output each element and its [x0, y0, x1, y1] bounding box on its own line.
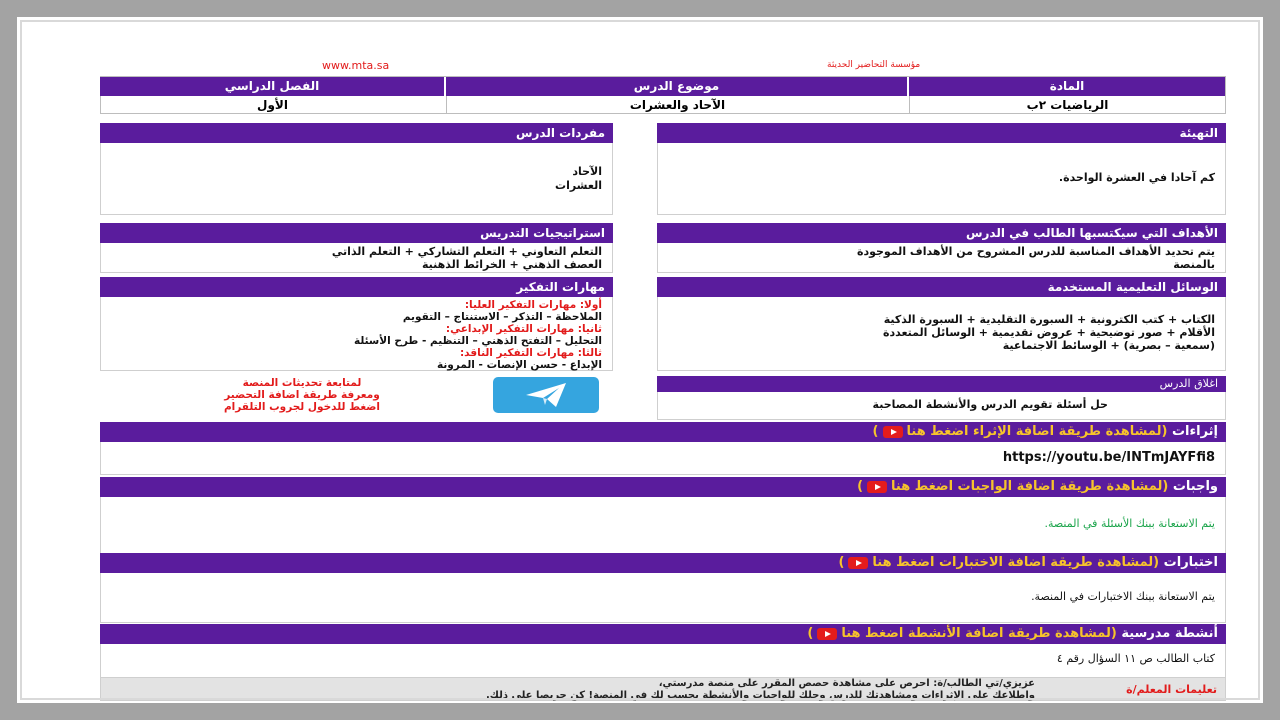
tools-line: الأقلام + صور توضيحية + عروض تقديمية + الوسائل المتعددة — [882, 326, 1215, 339]
thinking-heading: ثالثا: مهارات التفكير الناقد: — [459, 347, 602, 359]
closing-box — [657, 376, 1226, 420]
hint-end: ) — [838, 555, 845, 570]
strategies-line: التعلم التعاوني + التعلم التشاركي + التعلم الذاتي — [331, 245, 602, 258]
tests-title: اختبارات — [1163, 555, 1218, 570]
thinking-box — [100, 277, 613, 371]
tools-line: (سمعية – بصرية) + الوسائط الاجتماعية — [1002, 339, 1215, 352]
hint-end: ) — [872, 424, 879, 439]
subject-value: الرياضيات ٢ب — [909, 96, 1225, 114]
org-name: مؤسسة التحاضير الحديثة — [827, 60, 921, 70]
tools-box — [657, 277, 1226, 371]
term-value: الأول — [257, 98, 288, 112]
thinking-title: مهارات التفكير — [100, 277, 613, 297]
tests-hint-link[interactable] — [838, 555, 1159, 570]
homework-hint-link[interactable] — [857, 479, 1168, 494]
youtube-icon — [867, 481, 887, 493]
enrichment-header — [100, 422, 1226, 442]
teacher-notes — [100, 677, 1226, 701]
homework-header — [100, 477, 1226, 497]
subject-label: المادة — [909, 77, 1225, 96]
promo-line: ومعرفة طريقة اضافة التحضير — [224, 389, 380, 401]
strategies-line: العصف الذهني + الخرائط الذهنية — [422, 258, 602, 271]
homework-text: يتم الاستعانة ببنك الأسئلة في المنصة. — [100, 497, 1226, 555]
strategies-body — [100, 243, 613, 273]
telegram-button[interactable] — [493, 377, 599, 413]
teacher-notes-label: تعليمات المعلم/ة — [1126, 683, 1217, 696]
activities-title: أنشطة مدرسية — [1121, 626, 1218, 641]
thinking-body — [100, 297, 613, 371]
hint-text: (لمشاهدة طريقة اضافة الواجبات اضغط هنا — [891, 479, 1169, 494]
goals-line: بالمنصة — [1173, 258, 1215, 271]
term-label: الفصل الدراسي — [100, 77, 444, 96]
homework-title: واجبات — [1172, 479, 1218, 494]
activities-header — [100, 624, 1226, 644]
info-table — [100, 76, 1226, 114]
enrichment-section — [100, 422, 1226, 475]
strategies-title: استراتيجيات التدريس — [100, 223, 613, 243]
warmup-title: التهيئة — [657, 123, 1226, 143]
tools-line: الكتاب + كتب الكترونية + السبورة التقليدية + السبورة الذكية — [883, 313, 1215, 326]
enrichment-hint-link[interactable] — [873, 424, 1168, 439]
enrichment-link[interactable]: https://youtu.be/INTmJAYFfi8 — [100, 442, 1226, 475]
hint-text: (لمشاهدة طريقة اضافة الأنشطة اضغط هنا — [841, 626, 1117, 641]
activities-hint-link[interactable] — [807, 626, 1116, 641]
vocab-line: الآحاد — [572, 165, 602, 178]
telegram-icon — [493, 377, 599, 413]
youtube-icon — [817, 628, 837, 640]
thinking-line: الملاحظة – التذكر – الاستنتاج – التقويم — [402, 311, 602, 323]
thinking-line: التحليل – التفتح الذهني – التنظيم - طرح الأسئلة — [353, 335, 602, 347]
promo-line: لمتابعة تحديثات المنصة — [242, 377, 362, 389]
hint-end: ) — [807, 626, 814, 641]
activities-text: كتاب الطالب ص ١١ السؤال رقم ٤ — [100, 644, 1226, 678]
vocab-box — [100, 123, 613, 215]
hint-text: (لمشاهدة طريقة اضافة الاختبارات اضغط هنا — [872, 555, 1160, 570]
goals-line: يتم تحديد الأهداف المناسبة للدرس المشروح من الأهداف الموجودة — [856, 245, 1215, 258]
tools-title: الوسائل التعليمية المستخدمة — [657, 277, 1226, 297]
youtube-icon — [848, 557, 868, 569]
youtube-icon — [883, 426, 903, 438]
tests-header — [100, 553, 1226, 573]
homework-section — [100, 477, 1226, 555]
thinking-line: الإبداع - حسن الإنصات - المرونة — [436, 359, 602, 371]
goals-body — [657, 243, 1226, 273]
enrichment-title: إثراءات — [1171, 424, 1218, 439]
tools-body — [657, 297, 1226, 371]
thinking-heading: أولا: مهارات التفكير العليا: — [464, 299, 602, 311]
topic-value: الآحاد والعشرات — [446, 96, 908, 114]
lesson-sheet — [57, 37, 1267, 701]
closing-title: اغلاق الدرس — [657, 376, 1226, 392]
teacher-notes-text — [486, 678, 1035, 702]
vocab-body — [100, 143, 613, 215]
topic-label: موضوع الدرس — [446, 77, 907, 96]
telegram-promo-text[interactable] — [177, 377, 427, 413]
warmup-text: كم آحادا في العشرة الواحدة. — [657, 143, 1226, 215]
site-url[interactable]: www.mta.sa — [322, 59, 390, 72]
teacher-notes-line: واطلاعك على الإثراءات ومشاهدتك للدرس وحلك للواجبات والأنشطة يحسب لك في المنصة! كن حريصا على ذلك. — [485, 690, 1035, 701]
tests-text: يتم الاستعانة ببنك الاختبارات في المنصة. — [100, 573, 1226, 623]
vocab-line: العشرات — [555, 179, 602, 192]
goals-box — [657, 223, 1226, 273]
goals-title: الأهداف التي سيكتسبها الطالب في الدرس — [657, 223, 1226, 243]
activities-section — [100, 624, 1226, 678]
thinking-heading: ثانيا: مهارات التفكير الإبداعي: — [445, 323, 602, 335]
hint-text: (لمشاهدة طريقة اضافة الإثراء اضغط هنا — [906, 424, 1168, 439]
warmup-box — [657, 123, 1226, 215]
vocab-title: مفردات الدرس — [100, 123, 613, 143]
teacher-notes-line: عزيزي/تي الطالب/ة: احرص على مشاهدة حصص المقرر على منصة مدرستي، — [658, 678, 1035, 689]
tests-section — [100, 553, 1226, 623]
closing-text: حل أسئلة تقويم الدرس والأنشطة المصاحبة — [657, 392, 1226, 420]
hint-end: ) — [857, 479, 864, 494]
strategies-box — [100, 223, 613, 273]
promo-line: اضغط للدخول لجروب التلقرام — [223, 401, 381, 413]
